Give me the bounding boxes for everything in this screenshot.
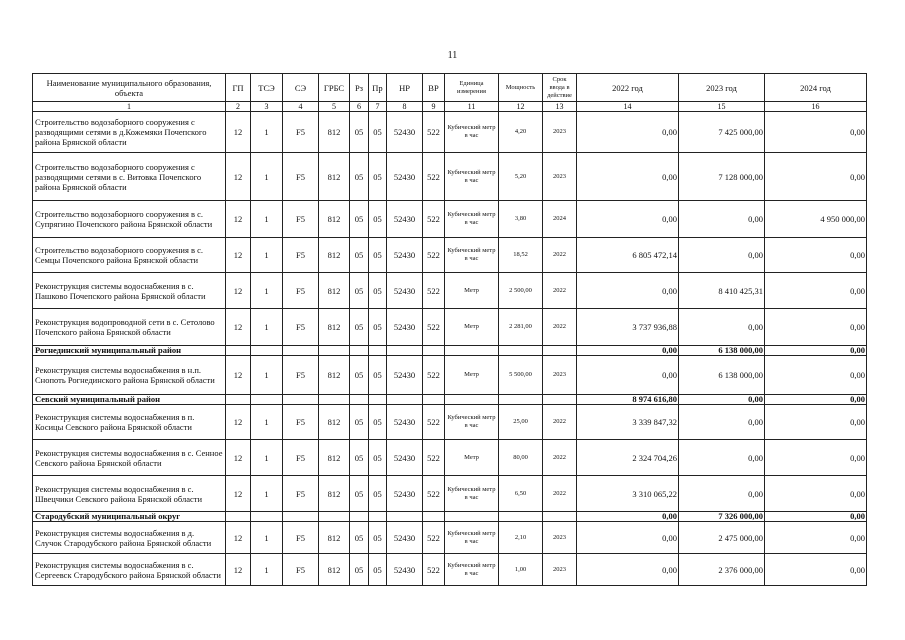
empty-cell bbox=[369, 395, 387, 405]
cell-y2023: 0,00 bbox=[679, 476, 765, 512]
cell-unit: Кубический метр в час bbox=[445, 405, 499, 440]
table-row bbox=[33, 440, 867, 476]
cell-pr: 05 bbox=[369, 238, 387, 273]
cell-vr: 522 bbox=[423, 238, 445, 273]
empty-cell bbox=[445, 346, 499, 356]
empty-cell bbox=[445, 512, 499, 522]
empty-cell bbox=[499, 512, 543, 522]
col-num: 9 bbox=[423, 102, 445, 112]
cell-pr: 05 bbox=[369, 153, 387, 201]
cell-start: 2023 bbox=[543, 356, 577, 395]
cell-y2022: 2 324 704,26 bbox=[577, 440, 679, 476]
column-number-row bbox=[33, 102, 867, 112]
cell-pr: 05 bbox=[369, 522, 387, 554]
cell-pr: 05 bbox=[369, 554, 387, 586]
cell-gp: 12 bbox=[226, 112, 251, 153]
empty-cell bbox=[350, 512, 369, 522]
cell-vr: 522 bbox=[423, 309, 445, 346]
cell-power: 80,00 bbox=[499, 440, 543, 476]
cell-pr: 05 bbox=[369, 356, 387, 395]
col-num: 13 bbox=[543, 102, 577, 112]
col-num: 8 bbox=[387, 102, 423, 112]
cell-y2023: 7 128 000,00 bbox=[679, 153, 765, 201]
empty-cell bbox=[369, 346, 387, 356]
cell-y2023: 7 425 000,00 bbox=[679, 112, 765, 153]
cell-gp: 12 bbox=[226, 522, 251, 554]
col-num: 15 bbox=[679, 102, 765, 112]
cell-start: 2022 bbox=[543, 309, 577, 346]
empty-cell bbox=[319, 346, 350, 356]
cell-name: Строительство водозаборного сооружения с разводящими сетями в с. Витовка Почепского района Брянской области bbox=[33, 153, 226, 201]
cell-se: F5 bbox=[283, 440, 319, 476]
cell-y2022: 3 339 847,32 bbox=[577, 405, 679, 440]
cell-start: 2022 bbox=[543, 440, 577, 476]
cell-name: Реконструкция системы водоснабжения в п. Косицы Севского района Брянской области bbox=[33, 405, 226, 440]
cell-y2022: 0,00 bbox=[577, 273, 679, 309]
cell-grbs: 812 bbox=[319, 201, 350, 238]
section-row bbox=[33, 395, 867, 405]
cell-vr: 522 bbox=[423, 554, 445, 586]
cell-name: Реконструкция системы водоснабжения в с. Сергеевск Стародубского района Брянской области bbox=[33, 554, 226, 586]
cell-grbs: 812 bbox=[319, 112, 350, 153]
cell-y2024: 0,00 bbox=[765, 309, 867, 346]
col-header-grbs: ГРБС bbox=[319, 74, 350, 102]
cell-gp: 12 bbox=[226, 476, 251, 512]
cell-name: Реконструкция системы водоснабжения в с. Сенное Севского района Брянской области bbox=[33, 440, 226, 476]
cell-gp: 12 bbox=[226, 273, 251, 309]
cell-start: 2023 bbox=[543, 153, 577, 201]
table-row bbox=[33, 554, 867, 586]
cell-unit: Метр bbox=[445, 356, 499, 395]
empty-cell bbox=[543, 512, 577, 522]
cell-name: Реконструкция водопроводной сети в с. Сетолово Почепского района Брянской области bbox=[33, 309, 226, 346]
table-row bbox=[33, 356, 867, 395]
cell-power: 18,52 bbox=[499, 238, 543, 273]
cell-power: 2 281,00 bbox=[499, 309, 543, 346]
table-row bbox=[33, 476, 867, 512]
section-name: Рогнединский муниципальный район bbox=[33, 346, 226, 356]
cell-nr: 52430 bbox=[387, 440, 423, 476]
cell-tse: 1 bbox=[251, 238, 283, 273]
empty-cell bbox=[369, 512, 387, 522]
table-row bbox=[33, 405, 867, 440]
cell-se: F5 bbox=[283, 405, 319, 440]
cell-y2024: 0,00 bbox=[765, 273, 867, 309]
cell-se: F5 bbox=[283, 356, 319, 395]
cell-nr: 52430 bbox=[387, 476, 423, 512]
empty-cell bbox=[499, 395, 543, 405]
col-num: 7 bbox=[369, 102, 387, 112]
cell-power: 5,20 bbox=[499, 153, 543, 201]
cell-y2023: 0,00 bbox=[679, 201, 765, 238]
cell-y2023: 2 376 000,00 bbox=[679, 554, 765, 586]
empty-cell bbox=[423, 512, 445, 522]
cell-tse: 1 bbox=[251, 440, 283, 476]
cell-y2022: 0,00 bbox=[577, 554, 679, 586]
cell-se: F5 bbox=[283, 554, 319, 586]
cell-y2024: 0,00 bbox=[765, 440, 867, 476]
cell-vr: 522 bbox=[423, 405, 445, 440]
cell-pr: 05 bbox=[369, 201, 387, 238]
cell-rz: 05 bbox=[350, 153, 369, 201]
cell-start: 2023 bbox=[543, 112, 577, 153]
col-num: 4 bbox=[283, 102, 319, 112]
empty-cell bbox=[251, 346, 283, 356]
cell-y2023: 8 410 425,31 bbox=[679, 273, 765, 309]
cell-se: F5 bbox=[283, 201, 319, 238]
cell-se: F5 bbox=[283, 273, 319, 309]
cell-grbs: 812 bbox=[319, 153, 350, 201]
cell-vr: 522 bbox=[423, 273, 445, 309]
empty-cell bbox=[283, 346, 319, 356]
cell-y2022: 3 310 065,22 bbox=[577, 476, 679, 512]
cell-y2024: 0,00 bbox=[765, 238, 867, 273]
page-number: 11 bbox=[447, 50, 458, 61]
cell-gp: 12 bbox=[226, 238, 251, 273]
empty-cell bbox=[319, 512, 350, 522]
col-num: 3 bbox=[251, 102, 283, 112]
col-header-nr: НР bbox=[387, 74, 423, 102]
cell-start: 2022 bbox=[543, 273, 577, 309]
cell-name: Реконструкция системы водоснабжения в н.п. Снопоть Рогнединского района Брянской области bbox=[33, 356, 226, 395]
cell-start: 2022 bbox=[543, 476, 577, 512]
section-total-y2024: 0,00 bbox=[765, 512, 867, 522]
cell-gp: 12 bbox=[226, 153, 251, 201]
header-row bbox=[33, 74, 867, 102]
cell-grbs: 812 bbox=[319, 356, 350, 395]
cell-rz: 05 bbox=[350, 554, 369, 586]
table-row bbox=[33, 153, 867, 201]
table-body bbox=[33, 112, 867, 586]
cell-rz: 05 bbox=[350, 273, 369, 309]
empty-cell bbox=[283, 512, 319, 522]
cell-y2024: 0,00 bbox=[765, 153, 867, 201]
col-header-gp: ГП bbox=[226, 74, 251, 102]
cell-gp: 12 bbox=[226, 440, 251, 476]
col-header-tse: ТСЭ bbox=[251, 74, 283, 102]
col-header-start: Срок ввода в действие bbox=[543, 74, 577, 102]
empty-cell bbox=[350, 346, 369, 356]
col-num: 1 bbox=[33, 102, 226, 112]
cell-rz: 05 bbox=[350, 309, 369, 346]
cell-power: 1,00 bbox=[499, 554, 543, 586]
cell-power: 4,20 bbox=[499, 112, 543, 153]
cell-name: Реконструкция системы водоснабжения в с. Швецчики Севского района Брянской области bbox=[33, 476, 226, 512]
cell-power: 5 500,00 bbox=[499, 356, 543, 395]
cell-nr: 52430 bbox=[387, 238, 423, 273]
section-total-y2024: 0,00 bbox=[765, 395, 867, 405]
empty-cell bbox=[387, 512, 423, 522]
col-header-2022: 2022 год bbox=[577, 74, 679, 102]
col-num: 14 bbox=[577, 102, 679, 112]
cell-power: 25,00 bbox=[499, 405, 543, 440]
cell-se: F5 bbox=[283, 238, 319, 273]
cell-grbs: 812 bbox=[319, 522, 350, 554]
cell-se: F5 bbox=[283, 309, 319, 346]
cell-grbs: 812 bbox=[319, 440, 350, 476]
empty-cell bbox=[543, 395, 577, 405]
cell-unit: Кубический метр в час bbox=[445, 554, 499, 586]
section-total-y2023: 7 326 000,00 bbox=[679, 512, 765, 522]
cell-tse: 1 bbox=[251, 309, 283, 346]
cell-grbs: 812 bbox=[319, 238, 350, 273]
col-header-unit: Единица измерения bbox=[445, 74, 499, 102]
cell-vr: 522 bbox=[423, 476, 445, 512]
cell-tse: 1 bbox=[251, 201, 283, 238]
cell-se: F5 bbox=[283, 522, 319, 554]
empty-cell bbox=[423, 395, 445, 405]
cell-start: 2024 bbox=[543, 201, 577, 238]
cell-pr: 05 bbox=[369, 405, 387, 440]
cell-vr: 522 bbox=[423, 522, 445, 554]
cell-rz: 05 bbox=[350, 201, 369, 238]
cell-y2024: 0,00 bbox=[765, 522, 867, 554]
cell-rz: 05 bbox=[350, 522, 369, 554]
cell-rz: 05 bbox=[350, 112, 369, 153]
cell-tse: 1 bbox=[251, 112, 283, 153]
section-total-y2024: 0,00 bbox=[765, 346, 867, 356]
cell-pr: 05 bbox=[369, 476, 387, 512]
cell-tse: 1 bbox=[251, 273, 283, 309]
cell-start: 2022 bbox=[543, 238, 577, 273]
section-total-y2023: 0,00 bbox=[679, 395, 765, 405]
empty-cell bbox=[251, 395, 283, 405]
cell-start: 2023 bbox=[543, 554, 577, 586]
cell-unit: Кубический метр в час bbox=[445, 201, 499, 238]
col-header-2023: 2023 год bbox=[679, 74, 765, 102]
table-row bbox=[33, 309, 867, 346]
cell-grbs: 812 bbox=[319, 273, 350, 309]
empty-cell bbox=[226, 512, 251, 522]
table-row bbox=[33, 273, 867, 309]
cell-grbs: 812 bbox=[319, 405, 350, 440]
cell-nr: 52430 bbox=[387, 153, 423, 201]
cell-y2024: 0,00 bbox=[765, 356, 867, 395]
cell-unit: Кубический метр в час bbox=[445, 476, 499, 512]
empty-cell bbox=[445, 395, 499, 405]
cell-tse: 1 bbox=[251, 554, 283, 586]
cell-y2022: 6 805 472,14 bbox=[577, 238, 679, 273]
cell-tse: 1 bbox=[251, 405, 283, 440]
cell-y2024: 0,00 bbox=[765, 476, 867, 512]
empty-cell bbox=[387, 395, 423, 405]
col-header-vr: ВР bbox=[423, 74, 445, 102]
cell-y2022: 0,00 bbox=[577, 201, 679, 238]
budget-table bbox=[32, 73, 867, 586]
cell-tse: 1 bbox=[251, 522, 283, 554]
cell-y2023: 0,00 bbox=[679, 238, 765, 273]
cell-y2022: 0,00 bbox=[577, 153, 679, 201]
cell-y2024: 0,00 bbox=[765, 405, 867, 440]
cell-power: 2 500,00 bbox=[499, 273, 543, 309]
cell-y2024: 0,00 bbox=[765, 112, 867, 153]
cell-unit: Метр bbox=[445, 273, 499, 309]
cell-gp: 12 bbox=[226, 554, 251, 586]
cell-unit: Метр bbox=[445, 440, 499, 476]
empty-cell bbox=[226, 346, 251, 356]
cell-nr: 52430 bbox=[387, 554, 423, 586]
col-num: 2 bbox=[226, 102, 251, 112]
cell-vr: 522 bbox=[423, 112, 445, 153]
cell-gp: 12 bbox=[226, 405, 251, 440]
cell-unit: Кубический метр в час bbox=[445, 153, 499, 201]
empty-cell bbox=[251, 512, 283, 522]
col-num: 5 bbox=[319, 102, 350, 112]
cell-y2022: 0,00 bbox=[577, 356, 679, 395]
cell-tse: 1 bbox=[251, 153, 283, 201]
section-name: Севский муниципальный район bbox=[33, 395, 226, 405]
empty-cell bbox=[319, 395, 350, 405]
col-header-2024: 2024 год bbox=[765, 74, 867, 102]
cell-nr: 52430 bbox=[387, 273, 423, 309]
cell-y2023: 0,00 bbox=[679, 309, 765, 346]
section-total-y2022: 0,00 bbox=[577, 512, 679, 522]
col-header-rz: Рз bbox=[350, 74, 369, 102]
cell-rz: 05 bbox=[350, 405, 369, 440]
table-row bbox=[33, 238, 867, 273]
cell-grbs: 812 bbox=[319, 476, 350, 512]
cell-nr: 52430 bbox=[387, 112, 423, 153]
cell-pr: 05 bbox=[369, 309, 387, 346]
cell-grbs: 812 bbox=[319, 309, 350, 346]
cell-tse: 1 bbox=[251, 476, 283, 512]
empty-cell bbox=[543, 346, 577, 356]
section-total-y2022: 0,00 bbox=[577, 346, 679, 356]
cell-vr: 522 bbox=[423, 356, 445, 395]
cell-y2023: 2 475 000,00 bbox=[679, 522, 765, 554]
empty-cell bbox=[226, 395, 251, 405]
cell-rz: 05 bbox=[350, 356, 369, 395]
cell-y2024: 4 950 000,00 bbox=[765, 201, 867, 238]
cell-unit: Кубический метр в час bbox=[445, 238, 499, 273]
cell-pr: 05 bbox=[369, 112, 387, 153]
col-num: 16 bbox=[765, 102, 867, 112]
cell-pr: 05 bbox=[369, 440, 387, 476]
empty-cell bbox=[350, 395, 369, 405]
cell-rz: 05 bbox=[350, 476, 369, 512]
cell-vr: 522 bbox=[423, 440, 445, 476]
cell-y2023: 6 138 000,00 bbox=[679, 356, 765, 395]
cell-gp: 12 bbox=[226, 356, 251, 395]
table-row bbox=[33, 201, 867, 238]
empty-cell bbox=[387, 346, 423, 356]
col-header-se: СЭ bbox=[283, 74, 319, 102]
cell-vr: 522 bbox=[423, 153, 445, 201]
section-total-y2023: 6 138 000,00 bbox=[679, 346, 765, 356]
cell-pr: 05 bbox=[369, 273, 387, 309]
cell-name: Реконструкция системы водоснабжения в с. Пашково Почепского района Брянской области bbox=[33, 273, 226, 309]
cell-grbs: 812 bbox=[319, 554, 350, 586]
cell-y2022: 0,00 bbox=[577, 522, 679, 554]
cell-gp: 12 bbox=[226, 201, 251, 238]
col-num: 12 bbox=[499, 102, 543, 112]
section-total-y2022: 8 974 616,80 bbox=[577, 395, 679, 405]
cell-tse: 1 bbox=[251, 356, 283, 395]
cell-y2024: 0,00 bbox=[765, 554, 867, 586]
cell-nr: 52430 bbox=[387, 522, 423, 554]
cell-se: F5 bbox=[283, 153, 319, 201]
empty-cell bbox=[499, 346, 543, 356]
empty-cell bbox=[423, 346, 445, 356]
col-num: 6 bbox=[350, 102, 369, 112]
cell-vr: 522 bbox=[423, 201, 445, 238]
cell-unit: Кубический метр в час bbox=[445, 112, 499, 153]
cell-rz: 05 bbox=[350, 440, 369, 476]
cell-name: Строительство водозаборного сооружения с разводящими сетями в д.Кожемяки Почепского района Брянской области bbox=[33, 112, 226, 153]
section-row bbox=[33, 512, 867, 522]
empty-cell bbox=[283, 395, 319, 405]
cell-unit: Кубический метр в час bbox=[445, 522, 499, 554]
col-header-name: Наименование муниципального образования, объекта bbox=[33, 74, 226, 102]
cell-nr: 52430 bbox=[387, 309, 423, 346]
cell-unit: Метр bbox=[445, 309, 499, 346]
section-row bbox=[33, 346, 867, 356]
cell-nr: 52430 bbox=[387, 201, 423, 238]
col-header-power: Мощность bbox=[499, 74, 543, 102]
cell-nr: 52430 bbox=[387, 356, 423, 395]
table-row bbox=[33, 112, 867, 153]
cell-power: 6,50 bbox=[499, 476, 543, 512]
cell-se: F5 bbox=[283, 476, 319, 512]
cell-start: 2022 bbox=[543, 405, 577, 440]
cell-rz: 05 bbox=[350, 238, 369, 273]
table-row bbox=[33, 522, 867, 554]
col-header-pr: Пр bbox=[369, 74, 387, 102]
cell-se: F5 bbox=[283, 112, 319, 153]
col-num: 11 bbox=[445, 102, 499, 112]
cell-y2022: 0,00 bbox=[577, 112, 679, 153]
cell-power: 3,80 bbox=[499, 201, 543, 238]
cell-power: 2,10 bbox=[499, 522, 543, 554]
cell-y2023: 0,00 bbox=[679, 440, 765, 476]
cell-name: Строительство водозаборного сооружения в с. Супрягино Почепского района Брянской области bbox=[33, 201, 226, 238]
cell-name: Строительство водозаборного сооружения в с. Семцы Почепского района Брянской области bbox=[33, 238, 226, 273]
cell-y2022: 3 737 936,88 bbox=[577, 309, 679, 346]
cell-gp: 12 bbox=[226, 309, 251, 346]
cell-start: 2023 bbox=[543, 522, 577, 554]
cell-nr: 52430 bbox=[387, 405, 423, 440]
section-name: Стародубский муниципальный округ bbox=[33, 512, 226, 522]
cell-name: Реконструкция системы водоснабжения в д. Случок Стародубского района Брянской области bbox=[33, 522, 226, 554]
cell-y2023: 0,00 bbox=[679, 405, 765, 440]
